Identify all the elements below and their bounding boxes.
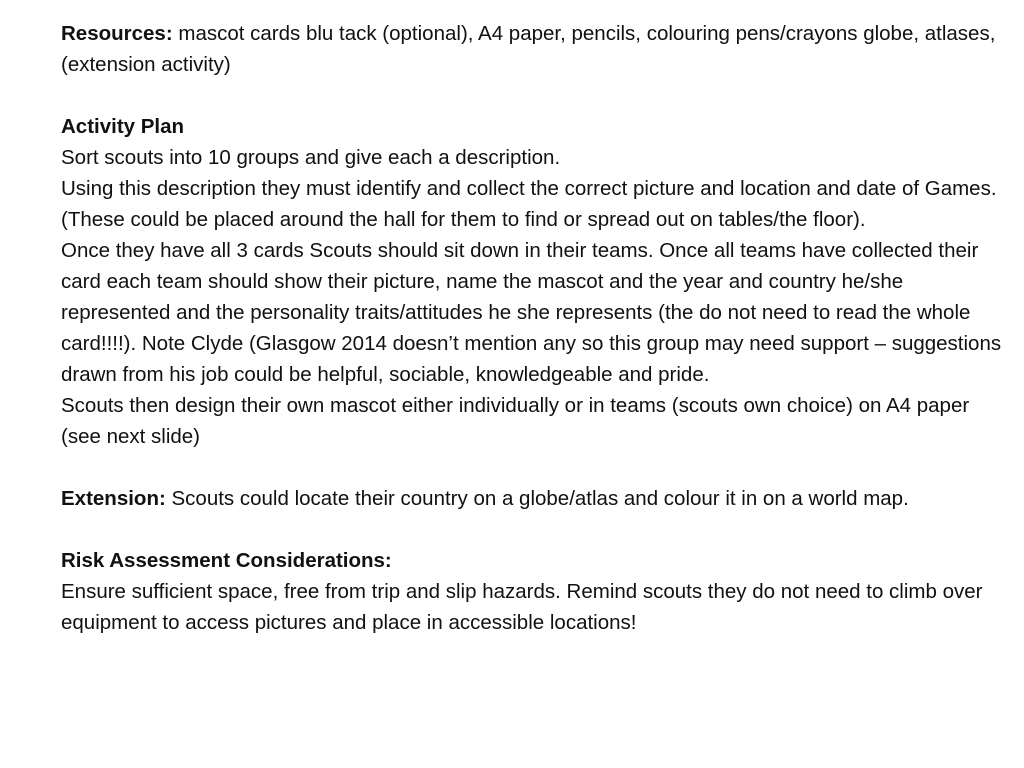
risk-heading: Risk Assessment Considerations: — [61, 549, 392, 572]
extension-label: Extension: — [61, 487, 166, 510]
activity-plan-paragraph-1: Sort scouts into 10 groups and give each a description. — [61, 146, 561, 169]
activity-plan-paragraph-4: Scouts then design their own mascot either individually or in teams (scouts own choice) on A4 paper (see next slide) — [61, 394, 970, 448]
risk-text: Ensure sufficient space, free from trip and slip hazards. Remind scouts they do not need to climb over equipment to access pictures and place in accessible locations! — [61, 580, 983, 634]
activity-plan-heading: Activity Plan — [61, 115, 185, 138]
spacer — [61, 452, 1006, 483]
spacer — [61, 80, 1006, 111]
spacer — [61, 514, 1006, 545]
extension-paragraph — [61, 483, 1006, 514]
resources-label: Resources: — [61, 22, 173, 45]
activity-plan-paragraph-3: Once they have all 3 cards Scouts should sit down in their teams. Once all teams have collected their card each team should show their picture, name the mascot and the year and country he/she represented and the personality traits/attitudes he she represents (the do not need to read the whole card!!!!). Note Clyde (Glasgow 2014 doesn’t mention any so this group may need support – suggestions drawn from his job could be helpful, sociable, knowledgeable and pride. — [61, 239, 1002, 386]
activity-plan-paragraph-2: Using this description they must identify and collect the correct picture and location and date of Games. (These could be placed around the hall for them to find or spread out on tables/the floor). — [61, 177, 997, 231]
extension-text: Scouts could locate their country on a globe/atlas and colour it in on a world map. — [165, 487, 909, 510]
resources-text: mascot cards blu tack (optional), A4 paper, pencils, colouring pens/crayons globe, atlases, (extension activity) — [61, 22, 996, 76]
activity-plan-section — [61, 111, 1006, 452]
risk-section — [61, 545, 1006, 638]
resources-paragraph — [61, 18, 1006, 80]
